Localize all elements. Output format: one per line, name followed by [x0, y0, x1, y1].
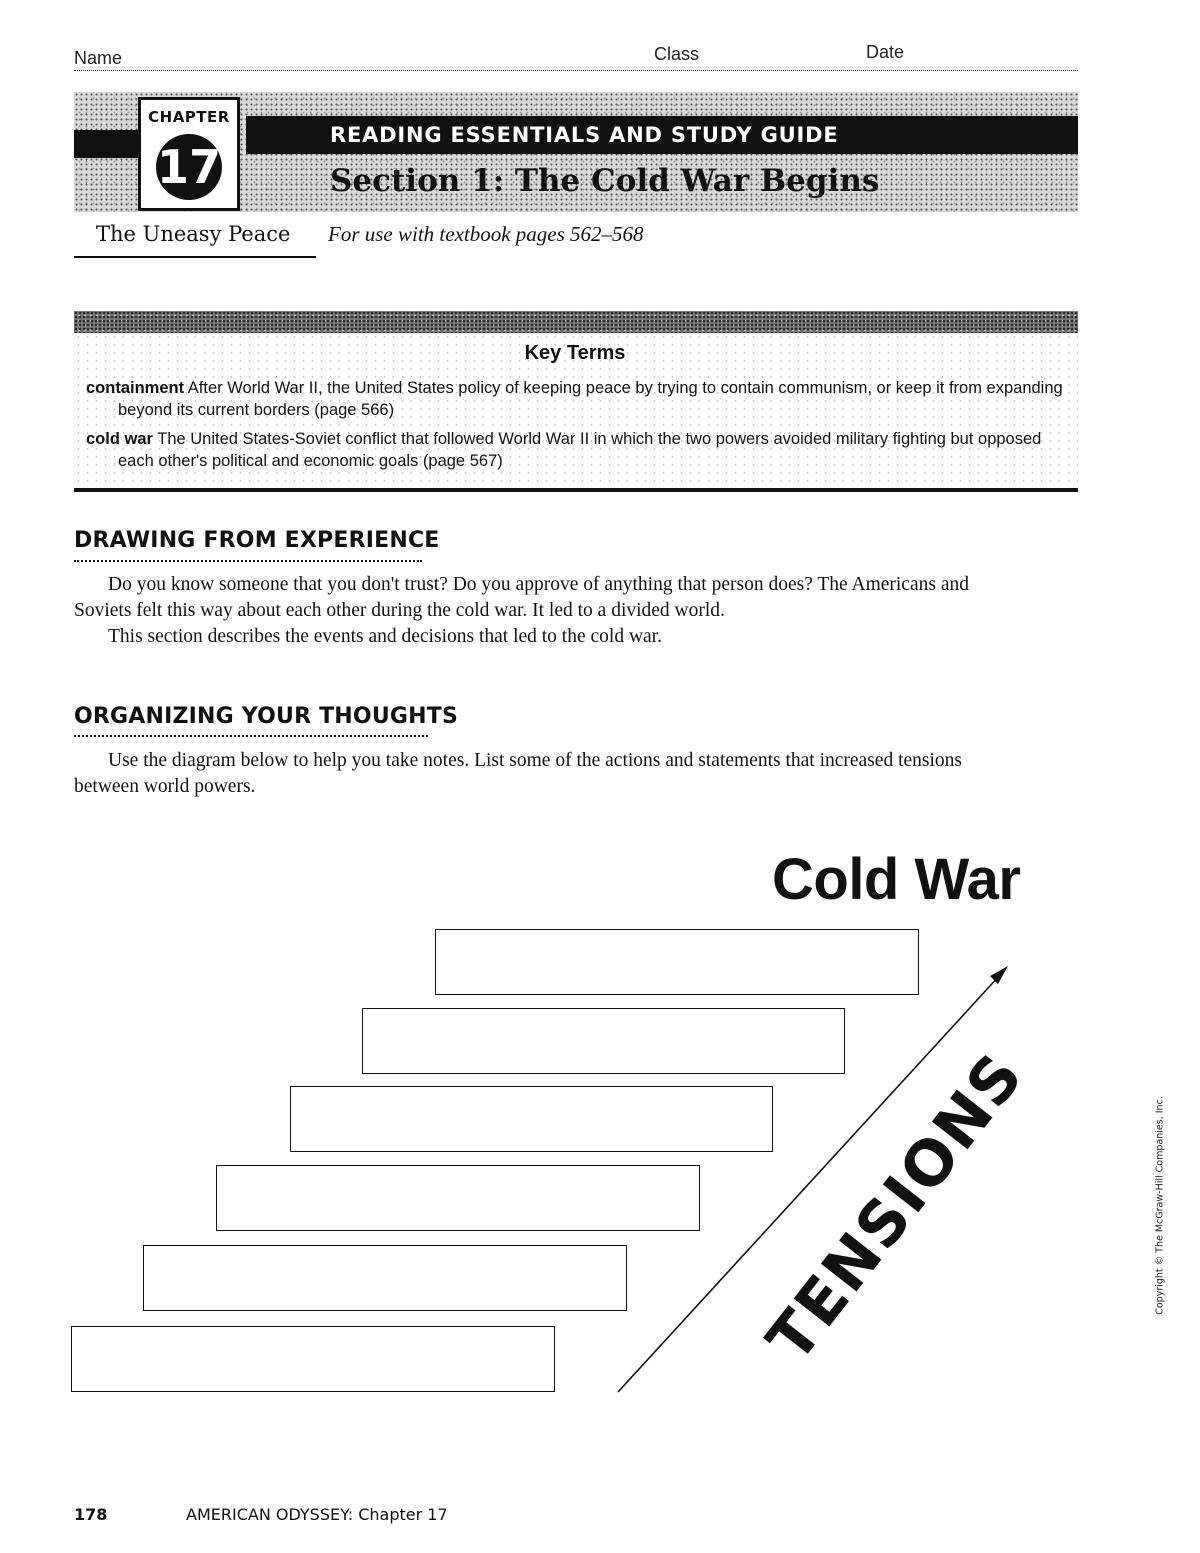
- chapter-number: 17: [156, 134, 222, 200]
- name-label: Name: [74, 48, 123, 68]
- textbook-pages: For use with textbook pages 562–568: [328, 222, 644, 246]
- organizing-thoughts-heading: ORGANIZING YOUR THOUGHTS: [74, 704, 459, 729]
- chapter-word: CHAPTER: [148, 108, 230, 126]
- date-label: Date: [866, 42, 905, 62]
- paragraph: Do you know someone that you don't trust? Do you approve of anything that person does? The Americans and Soviets felt this way about each other during the cold war. It led to a divided world.: [74, 574, 969, 621]
- class-label: Class: [654, 44, 700, 64]
- subsection-title: The Uneasy Peace: [96, 222, 291, 246]
- key-term: cold war: [86, 430, 153, 448]
- tensions-label: TENSIONS: [752, 1038, 1038, 1376]
- paragraph: Use the diagram below to help you take notes. List some of the actions and statements that increased tensions between world powers.: [74, 750, 962, 797]
- cold-war-label: Cold War: [772, 847, 1021, 912]
- guide-title: READING ESSENTIALS AND STUDY GUIDE: [330, 123, 839, 147]
- key-terms-heading: Key Terms: [524, 342, 626, 364]
- page-number: 178: [74, 1505, 108, 1524]
- drawing-from-experience-heading: DRAWING FROM EXPERIENCE: [74, 528, 440, 553]
- paragraph: This section describes the events and decisions that led to the cold war.: [108, 626, 662, 647]
- key-term-definition: After World War II, the United States policy of keeping peace by trying to contain communism, or keep it from expanding beyond its current borders (page 566): [118, 379, 1063, 419]
- section-title: Section 1: The Cold War Begins: [330, 163, 880, 199]
- key-term: containment: [86, 379, 185, 397]
- copyright-notice: Copyright © The McGraw-Hill Companies, Inc.: [1154, 1096, 1166, 1315]
- tensions-arrow-head: [990, 966, 1008, 984]
- book-title: AMERICAN ODYSSEY: Chapter 17: [186, 1505, 448, 1524]
- key-term-definition: The United States-Soviet conflict that followed World War II in which the two powers avoided military fighting but opposed each other's political and economic goals (page 567): [118, 430, 1042, 470]
